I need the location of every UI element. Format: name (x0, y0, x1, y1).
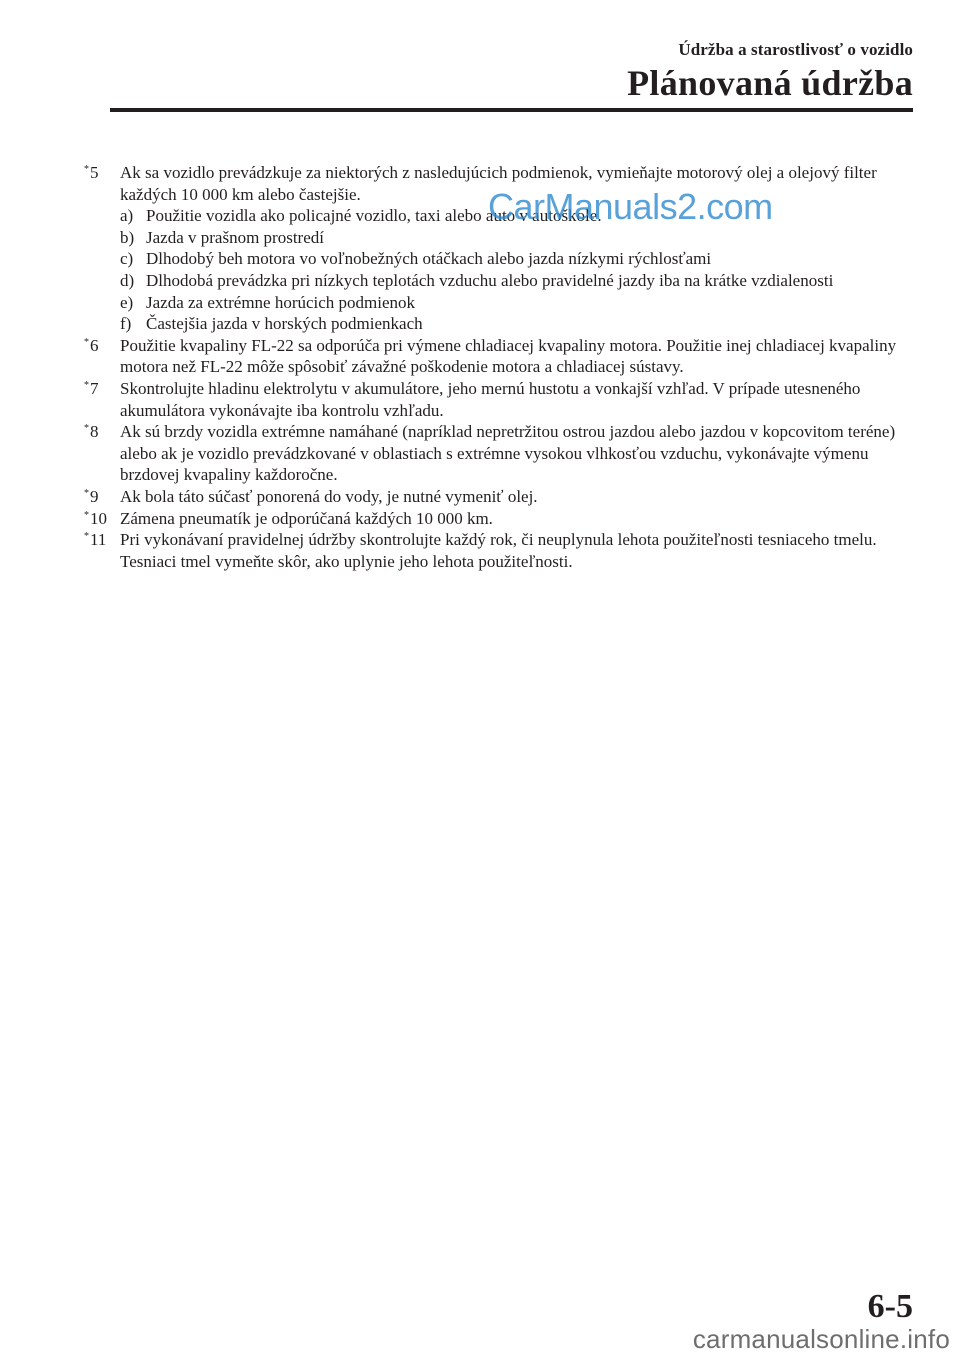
item-text: Dlhodobý beh motora vo voľnobežných otáčkach alebo jazda nízkymi rýchlosťami (146, 249, 712, 269)
item-letter: c) (120, 249, 134, 269)
asterisk-mark: * (84, 487, 89, 499)
list-item (120, 270, 914, 292)
asterisk-mark: * (84, 336, 89, 348)
asterisk-mark: * (84, 531, 89, 543)
list-item (120, 227, 914, 249)
note-number-value: 6 (90, 335, 99, 355)
note-number-value: 9 (90, 486, 99, 506)
item-text: Jazda za extrémne horúcich podmienok (146, 292, 416, 312)
item-letter: b) (120, 227, 135, 247)
note-number-value: 10 (90, 508, 107, 528)
page-title: Plánovaná údržba (627, 63, 913, 103)
header-rule (110, 108, 913, 112)
note-number-value: 11 (90, 530, 107, 550)
note-text: Ak sa vozidlo prevádzkuje za niektorých z nasledujúcich podmienok, vymieňajte motorový olej a olejový filter každých 10 000 km alebo častejšie. (120, 163, 877, 204)
item-text: Jazda v prašnom prostredí (146, 227, 324, 247)
section-title: Údržba a starostlivosť o vozidlo (678, 40, 913, 59)
asterisk-mark: * (84, 423, 89, 435)
note-text: Ak sú brzdy vozidla extrémne namáhané (napríklad nepretržitou ostrou jazdou alebo jazdou v kopcovitom teréne) alebo ak je vozidlo prevádzkované v oblastiach s extrémne vysokou vlhkosťou vzduchu, vykonávajte výmenu brzdovej kvapaliny každoročne. (120, 422, 896, 485)
list-item (120, 292, 914, 314)
note-text: Pri vykonávaní pravidelnej údržby skontrolujte každý rok, či neuplynula lehota použiteľnosti tesniaceho tmelu. Tesniaci tmel vymeňte skôr, ako uplynie jeho lehota použiteľnosti. (120, 530, 877, 571)
item-text: Použitie vozidla ako policajné vozidlo, taxi alebo auto v autoškole. (146, 206, 602, 226)
footer-watermark: carmanualsonline.info (692, 1324, 950, 1354)
note-7 (84, 378, 914, 421)
note-number (84, 335, 99, 360)
note-text: Skontrolujte hladinu elektrolytu v akumulátore, jeho mernú hustotu a vonkajší vzhľad. V prípade utesneného akumulátora vykonávajte iba kontrolu vzhľadu. (120, 378, 861, 420)
list-item (120, 313, 914, 335)
note-text: Ak bola táto súčasť ponorená do vody, je nutné vymeniť olej. (120, 486, 538, 506)
note-text: Zámena pneumatík je odporúčaná každých 10 000 km. (120, 508, 493, 528)
note-10 (84, 508, 914, 530)
item-letter: d) (120, 270, 135, 290)
note-number (84, 378, 99, 403)
asterisk-mark: * (84, 164, 89, 175)
note-11 (84, 529, 914, 572)
item-text: Dlhodobá prevádzka pri nízkych teplotách vzduchu alebo pravidelné jazdy iba na krátke vzdialenosti (146, 270, 834, 290)
note-number-value: 8 (90, 422, 99, 442)
watermark-logo: CarManuals2.com (488, 186, 773, 227)
note-number-value: 5 (90, 163, 99, 182)
item-text: Častejšia jazda v horských podmienkach (146, 314, 423, 334)
item-letter: a) (120, 206, 134, 226)
note-number-value: 7 (90, 378, 99, 398)
note-9 (84, 486, 914, 508)
note-text: Použitie kvapaliny FL-22 sa odporúča pri výmene chladiacej kvapaliny motora. Použitie inej chladiacej kvapaliny motora než FL-22 môže spôsobiť závažné poškodenie motora a chladiacej sústavy. (120, 335, 897, 377)
list-item (120, 248, 914, 270)
asterisk-mark: * (84, 509, 89, 521)
note-6 (84, 335, 914, 378)
note-number (84, 529, 106, 554)
asterisk-mark: * (84, 379, 89, 391)
page-number: 6-5 (867, 1288, 913, 1325)
item-letter: e) (120, 292, 134, 312)
note-number (84, 421, 99, 446)
page-header (60, 40, 913, 104)
note-number (84, 162, 99, 187)
item-letter: f) (120, 314, 132, 334)
note-8 (84, 421, 914, 486)
